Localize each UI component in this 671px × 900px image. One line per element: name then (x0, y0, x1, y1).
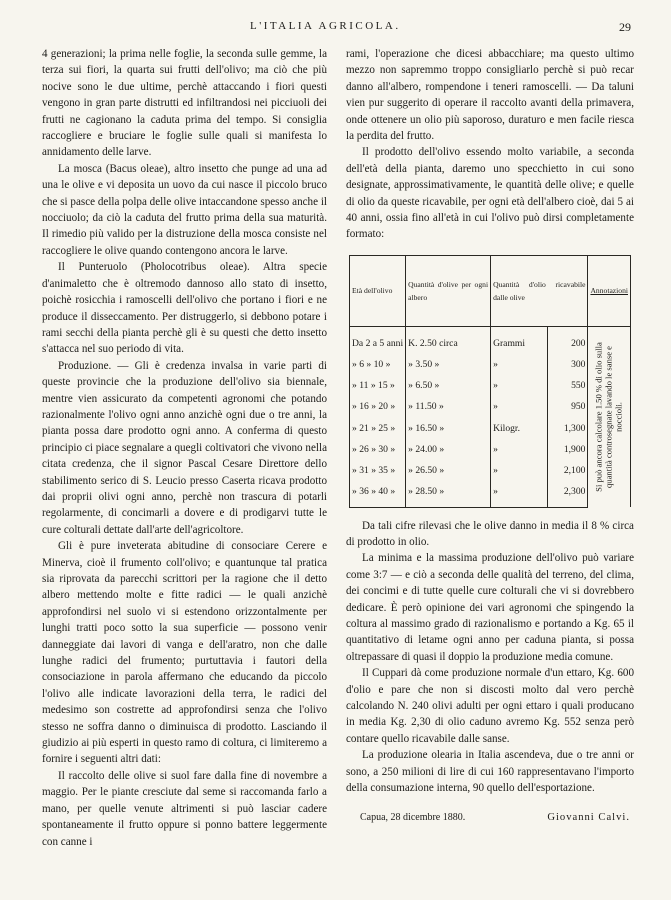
paragraph: Da tali cifre rilevasi che le olive danno in media il 8 % circa di prodotto in olio. (346, 519, 634, 548)
cell-oil-unit: Kilogr. (491, 418, 548, 439)
cell-oil-qty: 2,300 (547, 481, 588, 507)
header-oil: Quantità d'olio ricavabile dalle olive (491, 255, 588, 326)
place-date: Capua, 28 dicembre 1880. (360, 812, 466, 824)
paragraph: Il prodotto dell'olivo essendo molto variabile, a seconda dell'età della pianta, daremo uno specchietto in cui sono designate, approssimativamente, le quantità delle olive; e quelle di olio da queste ricavabile, per ogni età dell'albero cioè, dai 5 ai 40 anni, ossia fino all'età in cui l'olivo può dirsi completamente formato: (346, 146, 634, 241)
paragraph: La mosca (Bacus oleae), altro insetto che punge ad una ad una le olive e vi deposita un uovo da cui nasce il piccolo bruco che si pasce della polpa delle olive intaccandone spesso anche il nocciuolo; da ciò la caduta del frutto prima della sua maturità. Il rimedio più valido per la distruzione della mosca consiste nel raccogliere le olive quando contengono ancora le larve. (42, 162, 327, 257)
olive-yield-table (349, 255, 631, 508)
header-age: Età dell'olivo (350, 255, 406, 326)
table-row (350, 326, 631, 354)
cell-oil-unit: » (491, 354, 548, 375)
paragraph: Il Cuppari dà come produzione normale d'un ettaro, Kg. 600 d'olio e pare che non si discosti molto dal vero perchè calcolando N. 240 olivi adulti per ogni ettaro i quali producano in media Kg. 2,30 di olio caduno avremo Kg. 552 senza però contare quello ricavabile dalle sanse. (346, 667, 634, 745)
cell-age: Da 2 a 5 anni (350, 326, 406, 354)
left-column (42, 46, 327, 850)
cell-olives: » 26.50 » (406, 460, 491, 481)
cell-age: » 36 » 40 » (350, 481, 406, 507)
cell-notes (588, 326, 631, 507)
paragraph: La produzione olearia in Italia ascendeva, due o tre anni or sono, a 250 milioni di lire di cui 160 rappresentavano l'importo della consumazione interna, 90 quello dell'esportazione. (346, 749, 634, 794)
cell-age: » 16 » 20 » (350, 396, 406, 417)
cell-age: » 26 » 30 » (350, 439, 406, 460)
cell-oil-qty: 950 (547, 396, 588, 417)
table-note: Si può ancora calcolare 1.50 % di olio sulla quantità controsegnate lavando le sanse e noccioli. (593, 342, 625, 492)
cell-olives: » 6.50 » (406, 375, 491, 396)
cell-olives: » 11.50 » (406, 396, 491, 417)
cell-oil-unit: » (491, 396, 548, 417)
cell-oil-unit: Grammi (491, 326, 548, 354)
page-number: 29 (619, 20, 631, 34)
running-title: L'ITALIA AGRICOLA. (250, 20, 401, 32)
paragraph: Il Punteruolo (Pholocotribus oleae). Altra specie d'animaletto che è oltremodo dannoso allo stato di insetto, poichè rosicchia i ramoscelli dell'olivo che portano i fiori e ne produce il disseccamento. Per distruggerlo, si debbono potare i rami secchi della pianta perchè gli è su questi che detto insetto s'attacca nel suo periodo di vita. (42, 261, 327, 356)
article-footer (346, 810, 634, 826)
paragraph: Il raccolto delle olive si suol fare dalla fine di novembre a maggio. Per le piante cresciute dal seme si raccomanda farlo a mano, per quelle venute altrimenti si può lasciar cadere spontaneamente il frutto oppure si ponno battere leggermente con canne i (42, 769, 327, 848)
cell-oil-qty: 200 (547, 326, 588, 354)
author-signature: Giovanni Calvi. (547, 812, 630, 824)
cell-oil-qty: 300 (547, 354, 588, 375)
header-olives: Quantità d'olive per ogni albero (406, 255, 491, 326)
cell-age: » 31 » 35 » (350, 460, 406, 481)
cell-oil-unit: » (491, 460, 548, 481)
cell-oil-unit: » (491, 439, 548, 460)
right-column (346, 46, 634, 826)
cell-olives: » 3.50 » (406, 354, 491, 375)
cell-olives: » 24.00 » (406, 439, 491, 460)
cell-olives: » 16.50 » (406, 418, 491, 439)
paragraph: Produzione. — Gli è credenza invalsa in varie parti di queste provincie che la produzione dell'olivo sia biennale, mentre vien assicurato da competenti agronomi che potando razionalmente l'olivo ogni anno anzichè ogni due o tre anni, la pianta possa dare prodotto ogni anno. A conferma di questo principio ci piace segnalare a quegli coltivatori che vivono nella citata credenza, che il signor Pascal Cesare Direttore dello stabilimento serico di S. Leucio presso Caserta ricava prodotto dai proprii olivi ogni anno, perchè non trascura di potarli regolarmente, di concimarli a dovere e di prodigarvi tutte le cure colturali dettate dall'arte dell'agricoltore. (42, 359, 327, 536)
cell-oil-qty: 2,100 (547, 460, 588, 481)
cell-olives: » 28.50 » (406, 481, 491, 507)
paragraph: La minima e la massima produzione dell'olivo può variare come 3:7 — e ciò a seconda delle qualità del terreno, del clima, dei concimi e di tutte quelle cure colturali che vi si dovrebbero dedicare. È però opinione dei vari agronomi che spingendo la coltura al massimo grado di razionalismo e portando a Kg. 65 il quantitativo di letame ogni anno per caduna pianta, si possa oltrepassare di quasi il doppio la produzione media comune. (346, 552, 634, 663)
page-header (0, 20, 671, 38)
paragraph: rami, l'operazione che dicesi abbacchiare; ma questo ultimo mezzo non sapremmo troppo consigliarlo perchè si può recar danno all'albero, rompendone i teneri ramoscelli. — Da taluni vien pur suggerito di operare il raccolto avanti della primavera, onde ottenere un olio più saporoso, duraturo e men facile riesca la perdita del frutto. (346, 48, 634, 143)
cell-oil-qty: 1,900 (547, 439, 588, 460)
header-notes: Annotazioni (588, 255, 631, 326)
cell-olives: K. 2.50 circa (406, 326, 491, 354)
cell-age: » 21 » 25 » (350, 418, 406, 439)
cell-oil-unit: » (491, 375, 548, 396)
paragraph: 4 generazioni; la prima nelle foglie, la seconda sulle gemme, la terza sui fiori, la quarta sui frutti dell'olivo; ma ciò che più nocive sono le due ultime, perchè attaccando i fiori questi vengono in gran parte distrutti ed infiltrandosi nei picciuoli dei frutti ne cagionano la caduta prima del tempo. Si consiglia raccogliere e bruciare le foglie sulle quali si manifesta lo annidamento delle larve. (42, 48, 327, 159)
cell-age: » 6 » 10 » (350, 354, 406, 375)
cell-age: » 11 » 15 » (350, 375, 406, 396)
cell-oil-qty: 550 (547, 375, 588, 396)
paragraph: Gli è pure inveterata abitudine di consociare Cerere e Minerva, cioè il frumento coll'olivo; e quantunque tal pratica sia riprovata da parecchi scrittori per la ragione che il detto albero mettendo molte e fitte radici — le quali anzichè approfondirsi nel suolo vi si estendono orizzontalmente per lunghi tratti poco sotto la sua superficie — possono venir danneggiate dai lavori di vanga e dell'aratro, non che dalle lunghe radici del frumento; purtuttavia i fautori della consociazione in parola affermano che educando da piccolo l'olivo alle indicate lavorazioni della terra, le radici del medesimo son costrette ad approfondirsi senza che l'olivo stesso ne soffra danno o diminuisca di prodotto. Lasciando il giudizio ai più esperti in questo ramo di coltura, ci limiteremo a fornire i seguenti altri dati: (42, 540, 327, 766)
table-header-row (350, 255, 631, 326)
cell-oil-unit: » (491, 481, 548, 507)
cell-oil-qty: 1,300 (547, 418, 588, 439)
